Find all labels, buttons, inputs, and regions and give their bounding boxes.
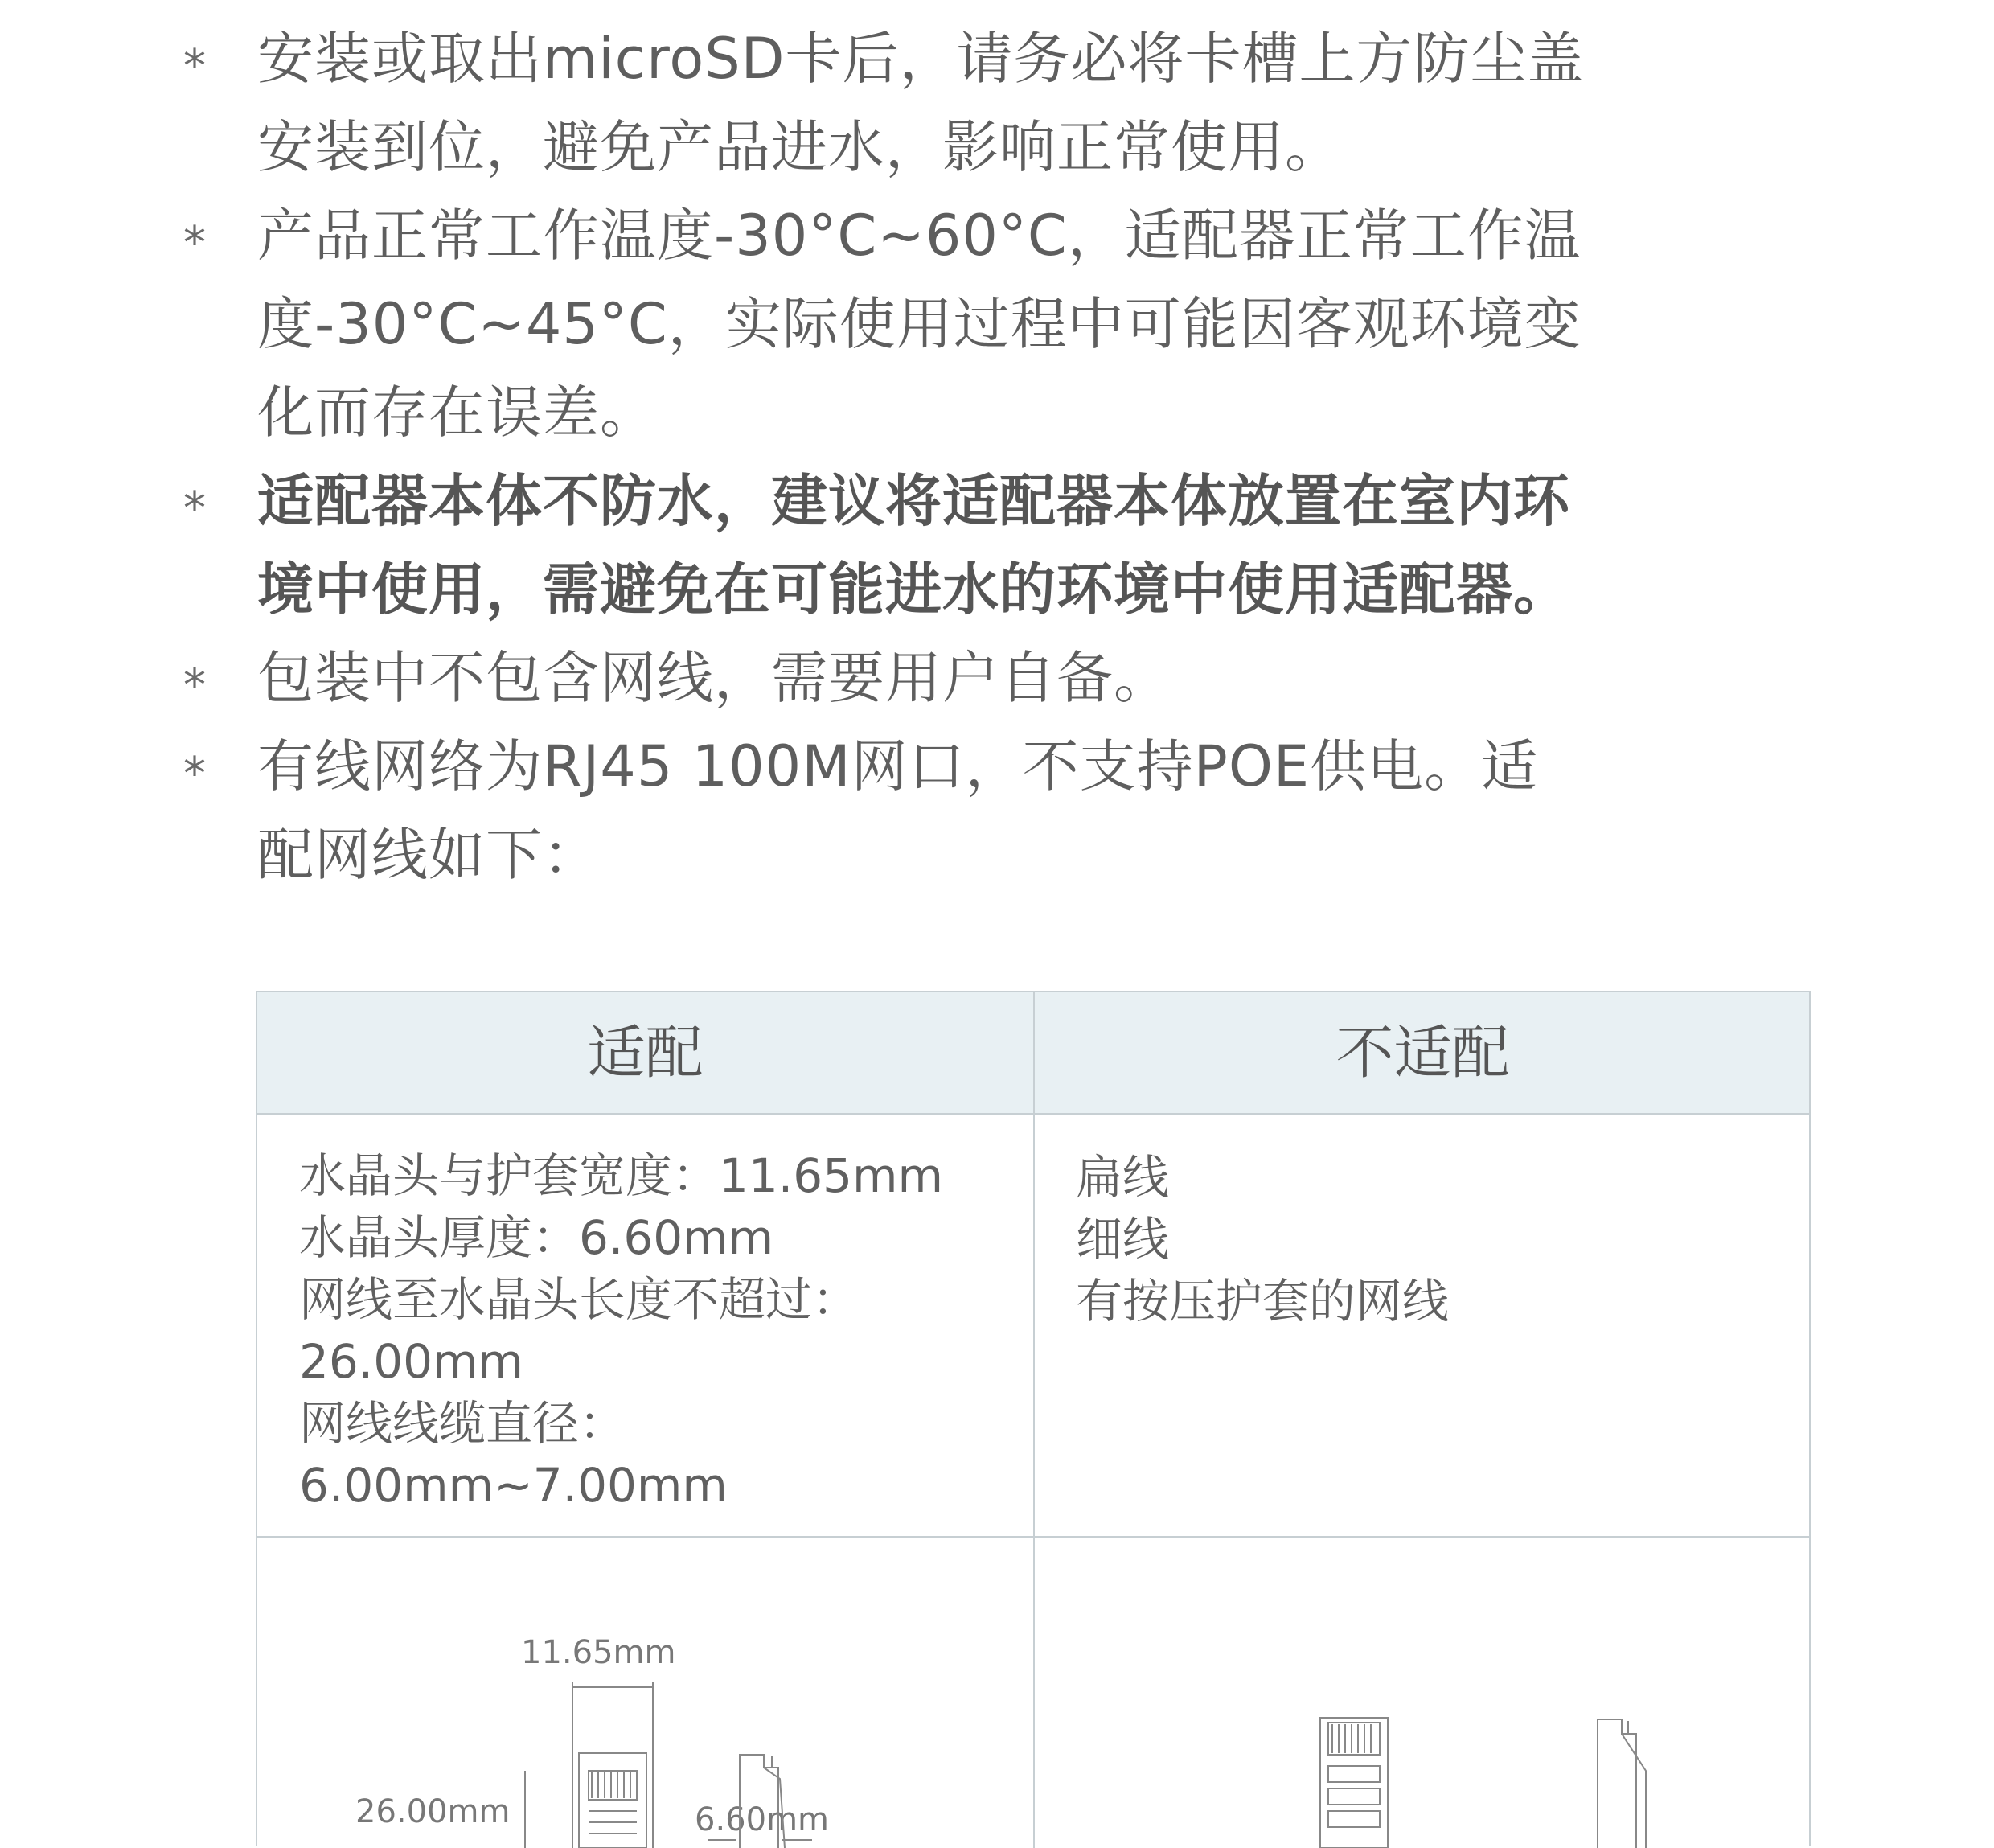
note-line: 化而存在误差。 [257,380,657,446]
note-line: 适配器本体不防水，建议将适配器本体放置在室内环 [257,468,1570,534]
note-line: 度-30°C~45°C，实际使用过程中可能因客观环境变 [257,291,1582,357]
note-line: 安装或取出microSD卡后，请务必将卡槽上方防尘盖 [257,26,1585,92]
length-dimension-label: 26.00mm [355,1793,511,1830]
note-line: 配网线如下： [257,822,600,888]
incompatible-connector-diagram [1035,1538,1809,1848]
note-line: 包装中不包含网线，需要用户自备。 [257,645,1171,711]
incompatible-item: 细线 [1076,1212,1170,1267]
header-incompatible: 不适配 [1335,1019,1510,1086]
spec-line: 6.00mm~7.00mm [299,1458,728,1513]
spec-line: 网线线缆直径： [299,1396,626,1451]
header-compatible: 适配 [587,1019,704,1086]
bullet-star-icon: * [183,659,206,712]
note-line: 产品正常工作温度-30°C~60°C，适配器正常工作温 [257,203,1582,269]
spec-line: 水晶头厚度：6.60mm [299,1210,774,1265]
width-dimension-label: 11.65mm [521,1634,676,1671]
spec-line: 26.00mm [299,1334,524,1389]
note-line: 境中使用，需避免在可能进水的环境中使用适配器。 [257,556,1570,622]
spec-line: 水晶头与护套宽度：11.65mm [299,1148,944,1203]
spec-line: 网线至水晶头长度不超过： [299,1272,860,1327]
compatible-connector-diagram [257,1538,1033,1848]
rj45-incompatible-drawing [1035,1538,1809,1848]
thickness-dimension-label: 6.60mm [695,1801,829,1838]
cable-compatibility-table [256,991,1811,1846]
bullet-star-icon: * [183,483,206,535]
incompatible-item: 扁线 [1076,1150,1170,1205]
bullet-star-icon: * [183,748,206,800]
incompatible-item: 有按压护套的网线 [1076,1274,1450,1329]
rj45-connector-drawing [257,1538,1033,1848]
bullet-star-icon: * [183,40,206,92]
note-line: 安装到位，避免产品进水，影响正常使用。 [257,114,1342,180]
note-line: 有线网络为RJ45 100M网口，不支持POE供电。适 [257,733,1539,799]
bullet-star-icon: * [183,217,206,269]
